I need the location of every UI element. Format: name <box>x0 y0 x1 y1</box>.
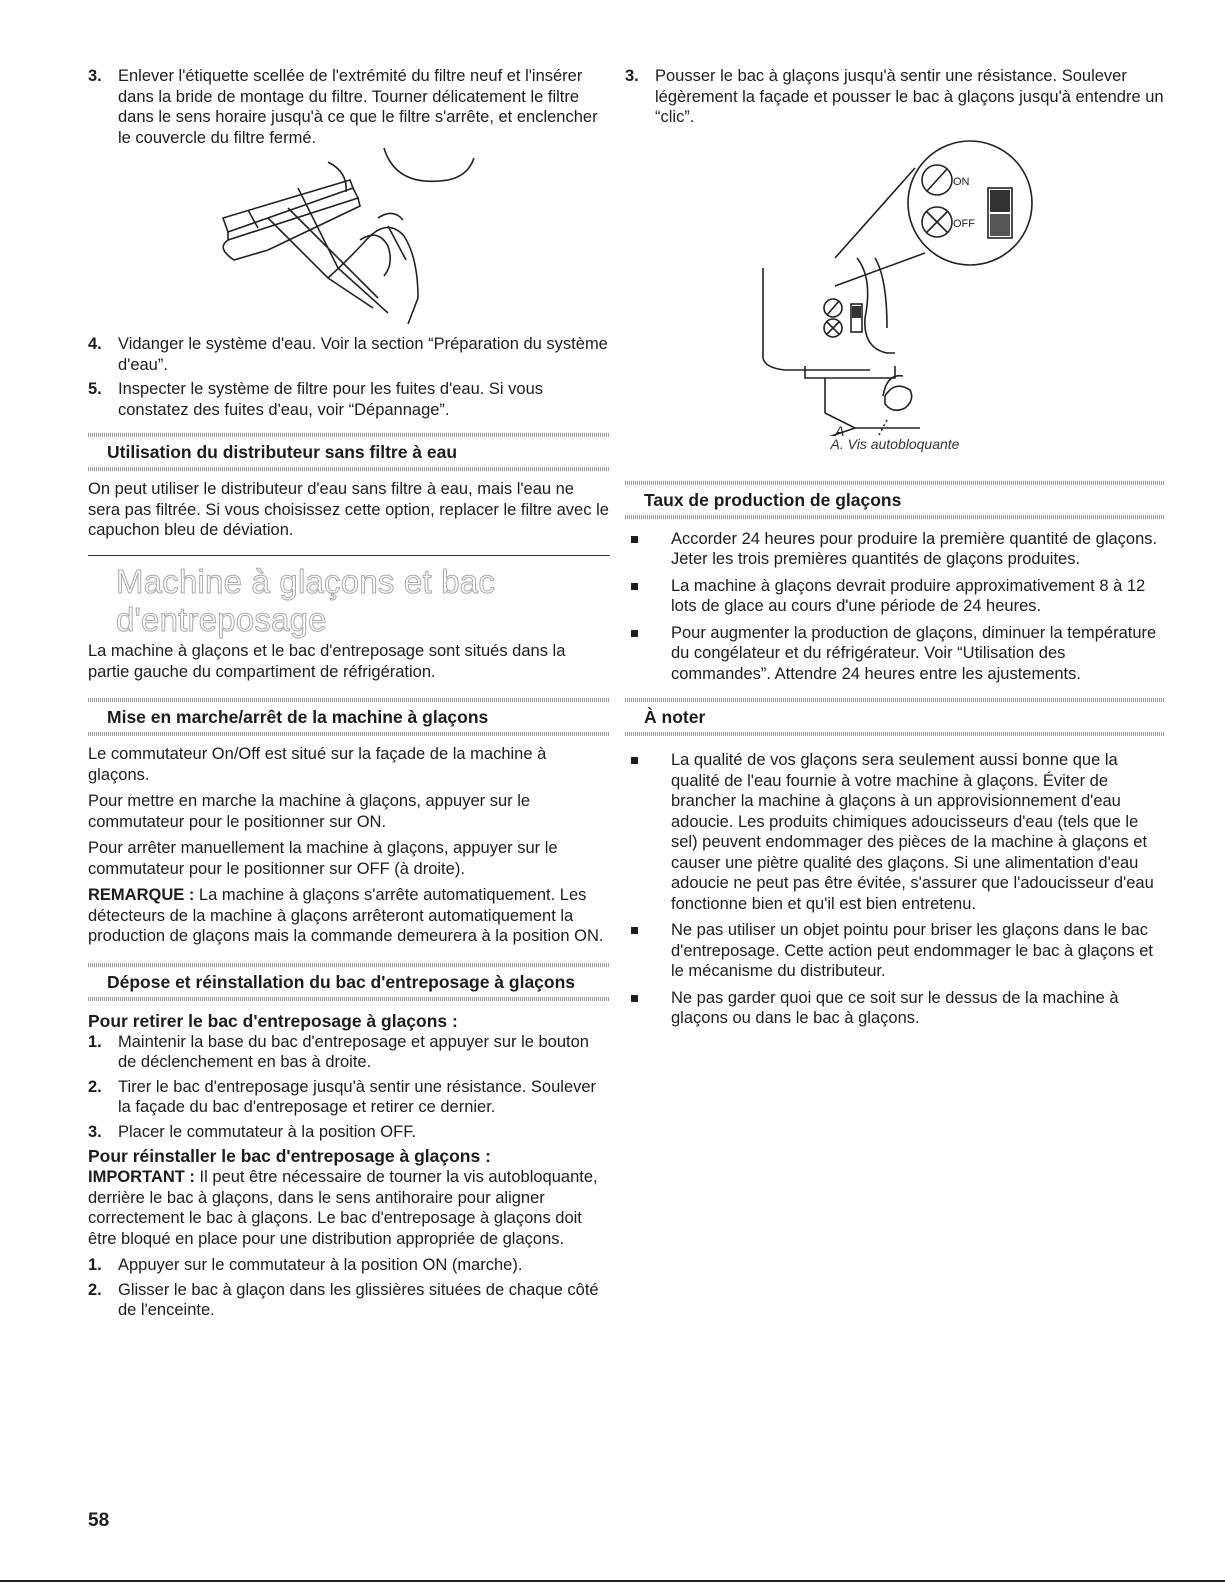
reinstaller-step-1 <box>88 1255 610 1276</box>
marche-paragraph-1: Le commutateur On/Off est situé sur la façade de la machine à glaçons. <box>88 745 547 784</box>
subsection-heading-depose: Dépose et réinstallation du bac d'entreposage à glaçons <box>107 971 576 992</box>
step-text: Enlever l'étiquette scellée de l'extrémité du filtre neuf et l'insérer dans la bride de montage du filtre. Tourner délicatement le filtre dans le sens horaire jusqu'à ce que le filtre s'arrête, et enclencher le couvercle du filtre fermé. <box>118 67 598 147</box>
step-text: Tirer le bac d'entreposage jusqu'à sentir une résistance. Soulever la façade du bac d'entreposage et retirer ce dernier. <box>118 1077 597 1116</box>
step-text: Inspecter le système de filtre pour les fuites d'eau. Si vous constatez des fuites d'eau, voir “Dépannage”. <box>118 380 544 419</box>
ice-maker-switch-drawing <box>625 128 1165 436</box>
bullet-marker <box>631 583 638 590</box>
retirer-heading: Pour retirer le bac d'entreposage à glaçons : <box>88 1010 458 1031</box>
noter-bullet <box>625 988 1165 1029</box>
filter-illustration <box>88 148 610 334</box>
filter-install-drawing <box>88 148 610 334</box>
step-number: 5. <box>88 380 102 398</box>
note-text: La machine à glaçons s'arrête automatiquement. Les détecteurs de la machine à glaçons arrêteront automatiquement la production de glaçons mais la commande demeurera à la position ON. <box>88 886 604 945</box>
distributeur-text: On peut utiliser le distributeur d'eau sans filtre à eau, mais l'eau ne sera pas filtrée. Si vous choisissez cette option, replacer le filtre avec le capuchon bleu de déviation. <box>88 480 609 539</box>
step-text: Pousser le bac à glaçons jusqu'à sentir une résistance. Soulever légèrement la façade et pousser le bac à glaçons jusqu'à entendre un “clic”. <box>655 67 1164 126</box>
reinstaller-heading: Pour réinstaller le bac d'entreposage à glaçons : <box>88 1146 491 1166</box>
filter-step-4 <box>88 334 610 375</box>
ice-maker-illustration <box>625 128 1165 436</box>
bullet-text: Pour augmenter la production de glaçons, diminuer la température du congélateur et du réfrigérateur. Voir “Utilisation des commandes”. Attendre 24 heures entre les ajustements. <box>671 623 1157 683</box>
important-text: Il peut être nécessaire de tourner la vis autobloquante, derrière le bac à glaçons, dans le sens antihoraire pour aligner correctement le bac à glaçons. Le bac d'entreposage à glaçons doit être bloqué en place pour une distribution appropriée de glaçons. <box>88 1168 598 1248</box>
step-number: 3. <box>88 67 102 85</box>
bullet-marker <box>631 536 638 543</box>
subsection-heading-taux: Taux de production de glaçons <box>644 489 902 510</box>
step-text: Vidanger le système d'eau. Voir la section “Préparation du système d'eau”. <box>118 335 608 374</box>
bullet-marker <box>631 927 638 934</box>
section-intro: La machine à glaçons et le bac d'entreposage sont situés dans la partie gauche du compartiment de réfrigération. <box>88 642 566 681</box>
subsection-heading-distributeur: Utilisation du distributeur sans filtre à eau <box>107 442 458 462</box>
reinstaller-step-2 <box>88 1280 610 1321</box>
step-number: 2. <box>88 1280 102 1299</box>
bullet-marker <box>631 630 638 637</box>
page-bottom-edge <box>0 1580 1225 1582</box>
marche-paragraph-2: Pour mettre en marche la machine à glaçons, appuyer sur le commutateur pour le positionner sur ON. <box>88 792 531 831</box>
bullet-text: La qualité de vos glaçons sera seulement aussi bonne que la qualité de l'eau fournie à votre machine à glaçons. Éviter de brancher la machine à glaçons à un approvisionnement d'eau adoucie. Les produits chimiques adoucisseurs d'eau (tels que le sel) peuvent endommager des pièces de la machine à glaçons et causer une piètre qualité des glaçons. Si une alimentation d'eau adoucie ne peut pas être évitée, s'assurer que l'adoucisseur d'eau fonctionne bien et qu'il est bien entretenu. <box>671 751 1154 913</box>
ice-bin-step-3 <box>625 66 1165 128</box>
bullet-text: Accorder 24 heures pour produire la première quantité de glaçons. Jeter les trois premières quantités de glaçons produites. <box>671 529 1158 568</box>
step-text: Glisser le bac à glaçon dans les glissières situées de chaque côté de l'enceinte. <box>118 1280 599 1319</box>
note-label: REMARQUE : <box>88 886 195 904</box>
subsection-heading-noter: À noter <box>644 707 706 727</box>
taux-bullet <box>625 529 1165 570</box>
step-number: 1. <box>88 1256 102 1274</box>
retirer-step-3 <box>88 1122 610 1143</box>
marche-paragraph-3: Pour arrêter manuellement la machine à glaçons, appuyer sur le commutateur pour le positionner sur OFF (à droite). <box>88 839 558 878</box>
noter-bullet <box>625 920 1165 982</box>
marche-note <box>88 885 610 947</box>
left-column <box>88 66 610 1321</box>
bullet-text: Ne pas garder quoi que ce soit sur le dessus de la machine à glaçons ou dans le bac à glaçons. <box>671 988 1119 1027</box>
bullet-marker <box>631 757 638 764</box>
step-text: Maintenir la base du bac d'entreposage et appuyer sur le bouton de déclenchement en bas à droite. <box>118 1032 589 1071</box>
step-text: Appuyer sur le commutateur à la position ON (marche). <box>118 1256 523 1274</box>
retirer-step-2 <box>88 1077 610 1118</box>
step-number: 2. <box>88 1077 102 1096</box>
bullet-marker <box>631 995 638 1002</box>
step-number: 3. <box>88 1122 102 1141</box>
page-number: 58 <box>88 1510 110 1531</box>
taux-bullet <box>625 576 1165 617</box>
important-label: IMPORTANT : <box>88 1168 195 1186</box>
switch-off-label: OFF <box>953 217 975 230</box>
step-number: 4. <box>88 335 102 353</box>
section-title: Machine à glaçons et bac d'entreposage <box>116 563 496 638</box>
switch-on-label: ON <box>953 175 970 188</box>
filter-step-5 <box>88 379 610 420</box>
noter-bullet <box>625 750 1165 914</box>
figure-marker-a: A <box>835 422 845 436</box>
step-number: 1. <box>88 1032 102 1051</box>
bullet-text: La machine à glaçons devrait produire approximativement 8 à 12 lots de glace au cours d'une période de 24 heures. <box>671 576 1146 615</box>
retirer-step-1 <box>88 1032 610 1073</box>
step-number: 3. <box>625 67 639 85</box>
filter-step-3 <box>88 66 610 148</box>
important-note <box>88 1167 610 1249</box>
subsection-heading-marche: Mise en marche/arrêt de la machine à glaçons <box>107 707 489 727</box>
right-column <box>625 66 1165 1029</box>
taux-bullet <box>625 623 1165 685</box>
figure-caption: A. Vis autobloquante <box>830 435 960 452</box>
bullet-text: Ne pas utiliser un objet pointu pour briser les glaçons dans le bac d'entreposage. Cette action peut endommager le bac à glaçons et le mécanisme du distributeur. <box>671 921 1153 980</box>
step-text: Placer le commutateur à la position OFF. <box>118 1122 417 1141</box>
